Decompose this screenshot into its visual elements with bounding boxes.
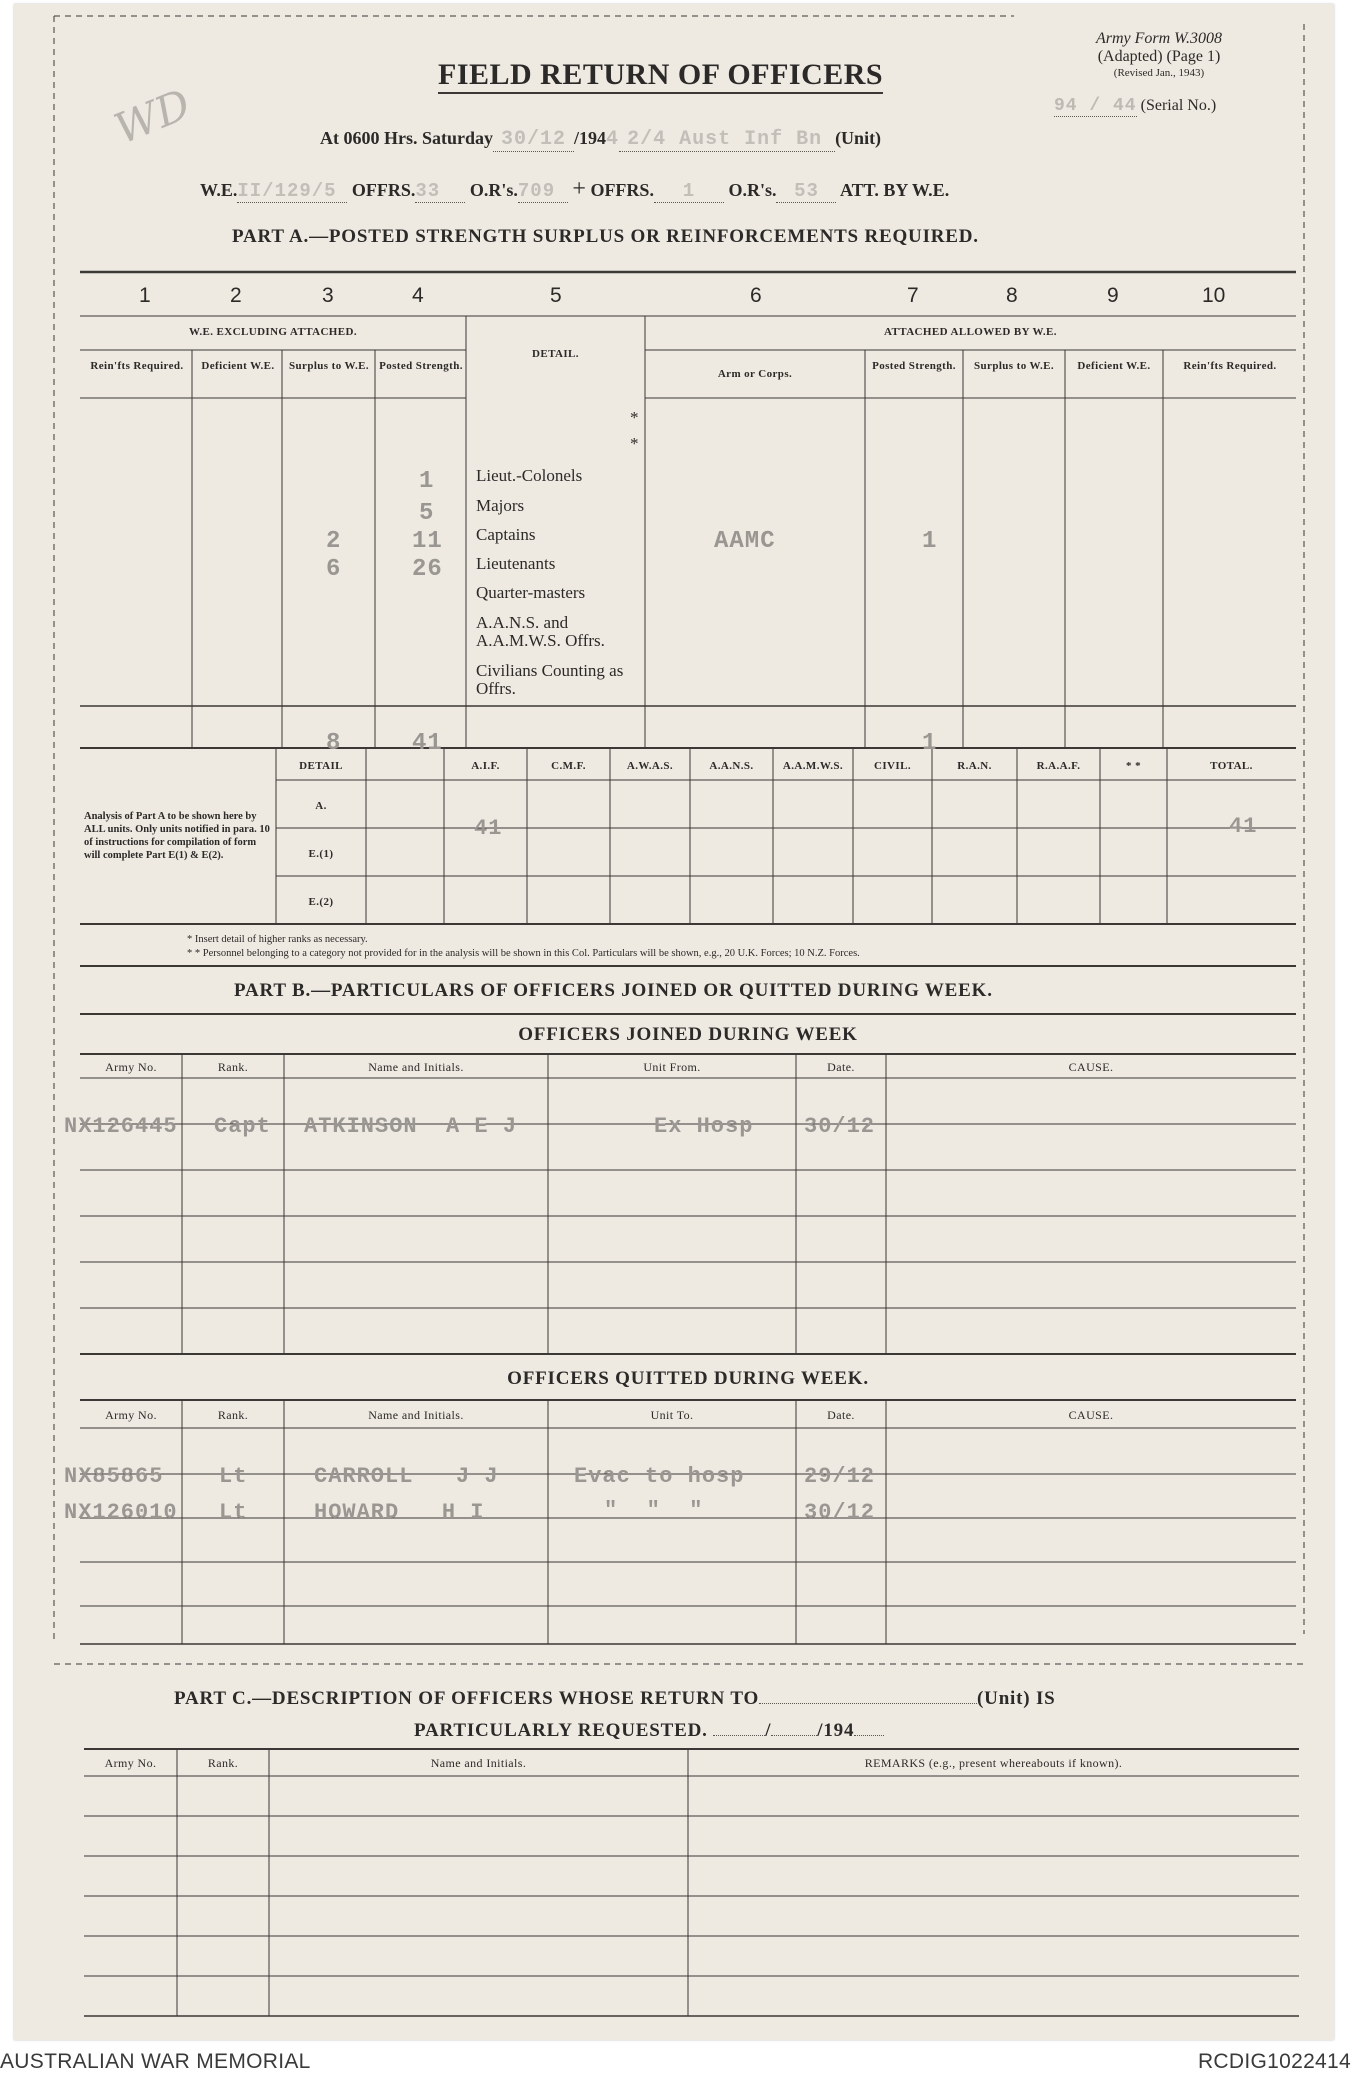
analysis-header-civil: CIVIL. [874,760,911,772]
quitted-header-cause: CAUSE. [1068,1408,1114,1422]
attached-allowed-header: ATTACHED ALLOWED BY W.E. [884,326,1057,338]
surplus-captains: 2 [326,528,342,555]
joined-header-date: Date. [827,1060,855,1074]
joined-date: 30/12 [804,1114,876,1139]
asterisk: * [630,408,639,427]
joined-header-name: Name and Initials. [368,1060,464,1074]
part-c-year: /194 [817,1720,855,1741]
col-number: 10 [1202,284,1226,307]
col-number: 5 [550,284,562,307]
quitted-header-date: Date. [827,1408,855,1422]
surplus-lieutenants: 6 [326,556,342,583]
analysis-header-detail: DETAIL [299,760,343,772]
analysis-row-e1: E.(1) [308,848,334,860]
rank-quarter-masters: Quarter-masters [476,583,586,602]
at-line-label: At 0600 Hrs. Saturday [320,128,494,148]
footer-source: AUSTRALIAN WAR MEMORIAL [0,2050,311,2073]
joined-rank: Capt [214,1114,271,1139]
return-date: 30/12 [493,128,574,152]
att-reinfts-header: Rein'fts Required. [1183,360,1277,372]
rank-captains: Captains [476,525,536,544]
analysis-row-a: A. [315,800,327,812]
part-c-requested: PARTICULARLY REQUESTED. / /194 [414,1720,884,1742]
quitted-rank: Lt [219,1464,248,1489]
joined-unit-from: Ex Hosp [654,1114,754,1139]
quitted-army-no: NX126010 [64,1500,178,1525]
analysis-header-aans: A.A.N.S. [709,760,754,772]
part-c-header-name: Name and Initials. [430,1756,527,1770]
handwritten-note: WD [107,79,198,154]
quitted-name: HOWARD H I [314,1500,485,1525]
att-ors-label: O.R's. [728,180,777,200]
col-number: 6 [750,284,762,307]
posted-captains: 11 [412,528,443,555]
part-c-header-army-no: Army No. [104,1756,157,1770]
reinfts-required-header: Rein'fts Required. [90,360,184,372]
ors-label: O.R's. [469,180,518,200]
quitted-unit-to: Evac to hosp [574,1464,745,1489]
quitted-date: 29/12 [804,1464,876,1489]
quitted-header-unit-to: Unit To. [650,1408,694,1422]
form-revised: (Revised Jan., 1943) [1113,66,1205,79]
rank-majors: Majors [476,496,525,515]
quitted-unit-to: " " " [604,1498,704,1523]
part-c-requested-label: PARTICULARLY REQUESTED. [414,1720,708,1741]
offrs-value: 33 [415,180,465,203]
we-label: W.E. [200,180,238,200]
ors-value: 709 [518,180,568,203]
att-posted-strength-header: Posted Strength. [872,360,956,372]
arm-or-corps-header: Arm or Corps. [717,368,793,380]
part-c-header-remarks: REMARKS (e.g., present whereabouts if known). [864,1756,1123,1770]
joined-title: OFFICERS JOINED DURING WEEK [518,1024,858,1045]
analysis-header-total: TOTAL. [1210,760,1253,772]
we-line [200,176,949,203]
form-title: FIELD RETURN OF OFFICERS [438,58,883,94]
col-number: 7 [907,284,919,307]
year-prefix: /194 [574,128,607,148]
part-a-heading: PART A.—POSTED STRENGTH SURPLUS OR REINFORCEMENTS REQUIRED. [232,226,979,247]
quitted-name: CARROLL J J [314,1464,499,1489]
aif-total-a: 41 [474,816,503,841]
joined-header-cause: CAUSE. [1068,1060,1114,1074]
quitted-army-no: NX85865 [64,1464,164,1489]
form-sheet [14,4,1334,2040]
rank-aans-aamws: A.A.N.S. and A.A.M.W.S. Offrs. [476,613,605,650]
at-line [320,128,881,152]
quitted-header-army-no: Army No. [105,1408,157,1422]
surplus-to-we-header: Surplus to W.E. [289,360,369,372]
analysis-row-e2: E.(2) [308,896,334,908]
quitted-title: OFFICERS QUITTED DURING WEEK. [507,1368,869,1389]
plus-sign: + [572,176,586,202]
analysis-header-aamws: A.A.M.W.S. [782,760,844,772]
joined-header-army-no: Army No. [105,1060,157,1074]
footnote-other-category: * * Personnel belonging to a category not provided for in the analysis will be shown in this Col. Particulars will be shown, e.g., 20 U.K. Forces; 10 N.Z. Forces. [187,948,860,959]
total-a: 41 [1229,814,1258,839]
part-c-heading [174,1688,1056,1710]
rank-lieut-colonels: Lieut.-Colonels [476,466,583,485]
att-offrs-label: OFFRS. [590,180,654,200]
footer-reference: RCDIG1022414 [1197,2050,1351,2073]
unit-label: (Unit) [835,128,882,148]
footnote-higher-ranks: * Insert detail of higher ranks as necessary. [187,934,368,945]
asterisk: * [630,434,639,453]
analysis-header-ran: R.A.N. [957,760,992,772]
unit-name: 2/4 Aust Inf Bn [619,128,835,152]
posted-lieutenants: 26 [412,556,443,583]
analysis-header-aif: A.I.F. [471,760,500,772]
joined-header-rank: Rank. [217,1060,249,1074]
analysis-header-other: * * [1126,760,1141,772]
serial-value: 94 / 44 [1054,96,1137,116]
quitted-date: 30/12 [804,1500,876,1525]
year-suffix: 4 [606,128,620,151]
col-number: 2 [230,284,242,307]
analysis-note: Analysis of Part A to be shown here by ALL units. Only units notified in para. 10 of instructions for compilation of form will complete Part E(1) & E(2). [84,811,270,862]
analysis-header-raaf: R.A.A.F. [1036,760,1081,772]
att-by-we-label: ATT. BY W.E. [839,180,950,200]
total-posted: 41 [412,730,443,757]
we-value: II/129/5 [237,180,347,203]
att-deficient-header: Deficient W.E. [1077,360,1151,372]
total-att-posted: 1 [922,730,938,757]
part-b-heading: PART B.—PARTICULARS OF OFFICERS JOINED OR QUITTED DURING WEEK. [234,980,993,1001]
arm-corps-entry: AAMC [714,528,776,555]
joined-army-no: NX126445 [64,1114,178,1139]
posted-lt-colonels: 1 [419,468,435,495]
att-posted-entry: 1 [922,528,938,555]
posted-strength-header: Posted Strength. [379,360,463,372]
analysis-header-cmf: C.M.F. [551,760,586,772]
detail-header: DETAIL. [532,348,579,360]
form-adapted: (Adapted) (Page 1) [1097,48,1221,66]
att-offrs-value: 1 [654,180,724,203]
rank-civilians: Civilians Counting as Offrs. [476,661,624,698]
part-c-heading-suffix: (Unit) IS [977,1688,1056,1709]
col-number: 9 [1107,284,1119,307]
joined-name: ATKINSON A E J [304,1114,518,1139]
col-number: 3 [322,284,334,307]
part-c-heading-prefix: PART C.—DESCRIPTION OF OFFICERS WHOSE RETURN TO [174,1688,760,1709]
we-excluding-attached-header: W.E. EXCLUDING ATTACHED. [188,326,357,338]
quitted-header-rank: Rank. [217,1408,249,1422]
quitted-rank: Lt [219,1500,248,1525]
rank-lieutenants: Lieutenants [476,554,556,573]
quitted-header-name: Name and Initials. [368,1408,464,1422]
form-identifier [1044,30,1274,79]
serial-number [1054,96,1274,117]
deficient-we-header: Deficient W.E. [201,360,275,372]
army-form-number: Army Form W.3008 [1095,30,1223,47]
posted-majors: 5 [419,500,435,527]
total-surplus: 8 [326,730,342,757]
col-number: 8 [1006,284,1018,307]
att-ors-value: 53 [776,180,836,203]
col-number: 1 [139,284,151,307]
analysis-header-awas: A.W.A.S. [626,760,674,772]
att-surplus-header: Surplus to W.E. [974,360,1054,372]
part-c-header-rank: Rank. [207,1756,239,1770]
offrs-label: OFFRS. [351,180,416,200]
col-number: 4 [412,284,424,307]
joined-header-unit-from: Unit From. [643,1060,701,1074]
serial-label: (Serial No.) [1140,97,1217,114]
